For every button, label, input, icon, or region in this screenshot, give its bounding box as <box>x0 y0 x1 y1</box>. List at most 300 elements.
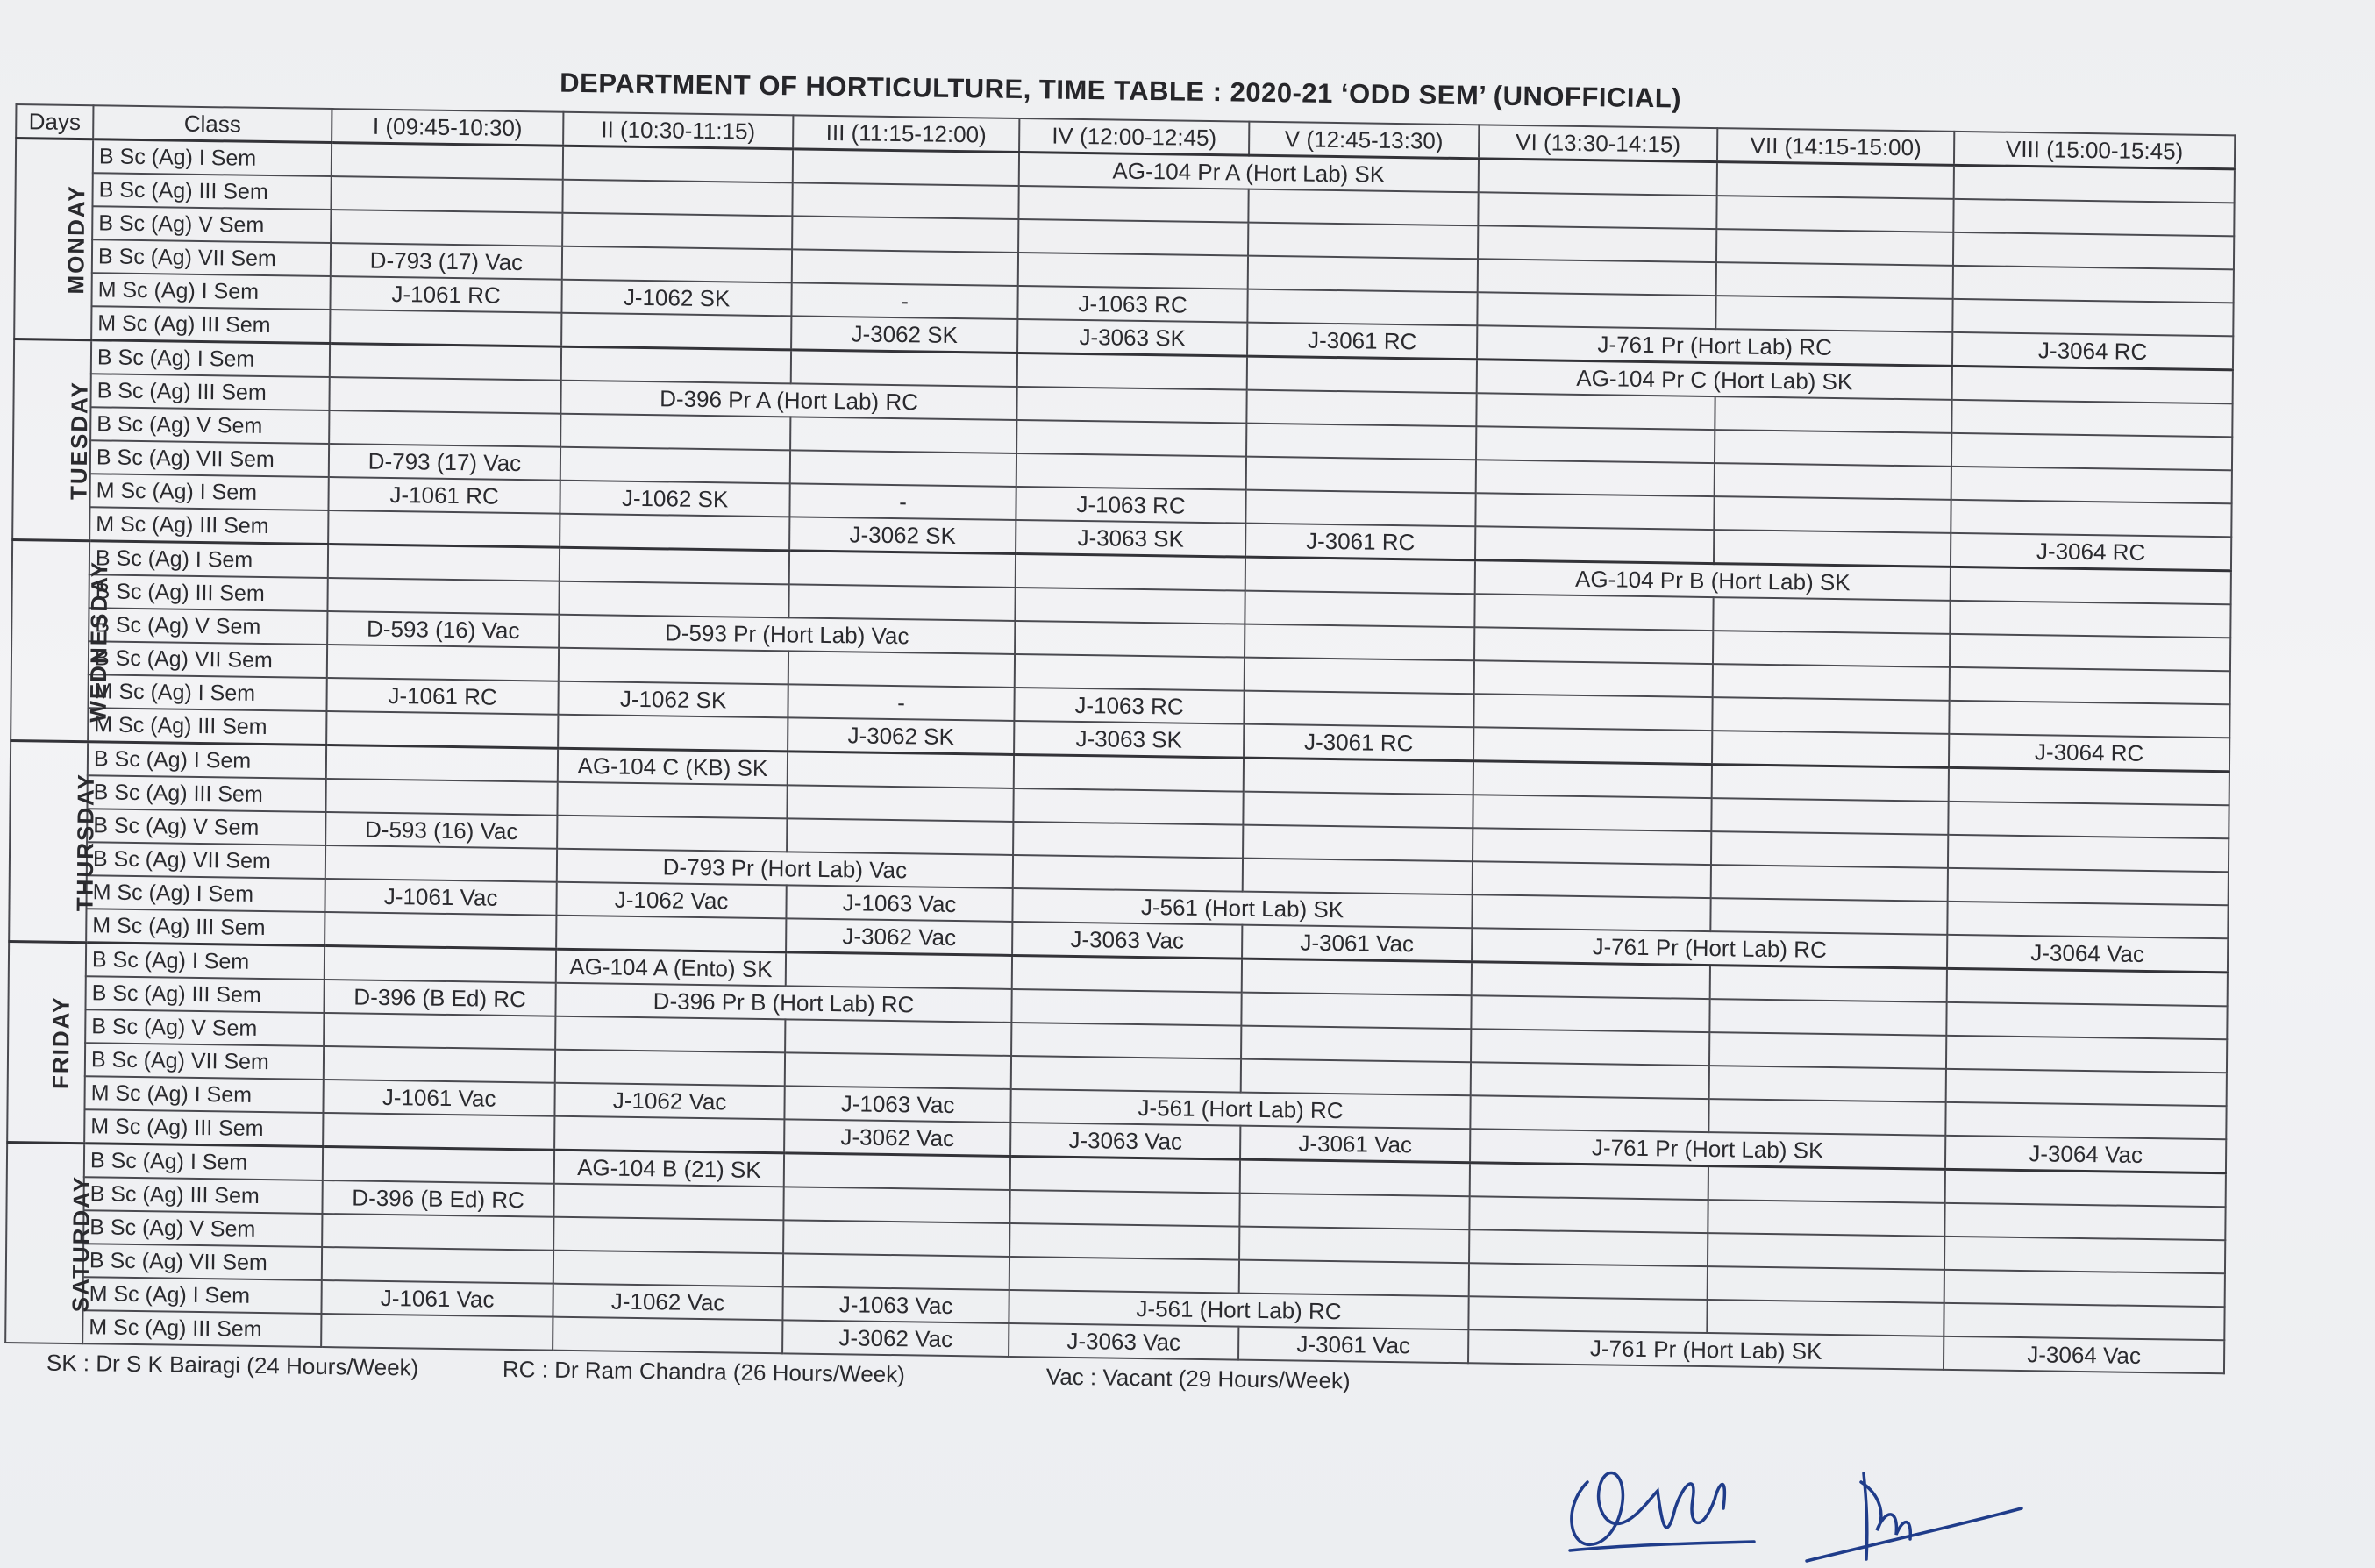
class-name: B Sc (Ag) III Sem <box>85 976 324 1013</box>
schedule-cell <box>1244 758 1473 795</box>
schedule-cell <box>1475 526 1714 563</box>
page-title: DEPARTMENT OF HORTICULTURE, TIME TABLE : 2020-21 ‘ODD SEM’ (UNOFFICIAL) <box>560 67 1682 114</box>
schedule-cell <box>1015 588 1245 624</box>
schedule-cell <box>793 149 1019 186</box>
schedule-cell <box>1945 1169 2226 1207</box>
schedule-cell: J-761 Pr (Hort Lab) SK <box>1468 1329 1944 1370</box>
schedule-cell <box>560 547 789 584</box>
class-name: B Sc (Ag) V Sem <box>92 206 331 243</box>
schedule-cell <box>1946 1069 2227 1106</box>
schedule-cell: J-1063 Vac <box>786 885 1012 922</box>
schedule-cell <box>1712 697 1949 734</box>
schedule-cell <box>1011 1056 1241 1093</box>
schedule-cell <box>1245 591 1474 628</box>
schedule-cell <box>1711 831 1948 868</box>
schedule-cell: D-793 (17) Vac <box>329 444 560 481</box>
schedule-cell <box>790 417 1016 453</box>
schedule-cell <box>1713 664 1950 701</box>
schedule-cell <box>560 414 790 451</box>
schedule-cell <box>1018 186 1248 223</box>
schedule-cell <box>1946 1002 2227 1039</box>
schedule-cell <box>1468 1296 1707 1333</box>
schedule-cell: J-1062 Vac <box>554 1083 784 1120</box>
schedule-cell <box>561 346 791 383</box>
schedule-cell <box>330 344 561 381</box>
class-name: M Sc (Ag) I Sem <box>89 474 328 510</box>
schedule-cell <box>555 1016 785 1053</box>
class-name: B Sc (Ag) VII Sem <box>90 440 329 477</box>
schedule-cell <box>1245 624 1474 661</box>
header-period-3: III (11:15-12:00) <box>793 115 1019 152</box>
schedule-cell: J-1062 SK <box>560 481 789 517</box>
schedule-cell <box>1714 530 1951 567</box>
class-name: M Sc (Ag) III Sem <box>82 1310 321 1347</box>
schedule-cell: J-3062 Vac <box>782 1320 1009 1357</box>
schedule-cell <box>1239 1194 1469 1230</box>
schedule-cell <box>783 1253 1009 1290</box>
schedule-cell <box>1473 761 1712 798</box>
class-name: B Sc (Ag) I Sem <box>93 139 332 176</box>
schedule-cell: AG-104 B (21) SK <box>554 1150 784 1187</box>
schedule-cell <box>557 816 787 852</box>
schedule-cell <box>1715 296 1952 332</box>
schedule-cell: J-3064 Vac <box>1947 935 2228 973</box>
schedule-cell <box>1243 792 1473 829</box>
schedule-cell <box>788 651 1015 688</box>
schedule-cell <box>330 310 561 346</box>
schedule-cell <box>1951 400 2232 437</box>
class-name: M Sc (Ag) I Sem <box>86 875 325 912</box>
schedule-cell <box>553 1317 782 1354</box>
schedule-cell: D-593 (16) Vac <box>327 611 559 648</box>
schedule-cell <box>789 551 1016 588</box>
class-name: B Sc (Ag) III Sem <box>87 775 325 812</box>
class-name: B Sc (Ag) VII Sem <box>89 641 327 678</box>
schedule-cell <box>1475 493 1714 530</box>
class-name: M Sc (Ag) I Sem <box>82 1277 321 1314</box>
schedule-cell <box>1709 999 1946 1036</box>
schedule-cell <box>1947 902 2228 938</box>
class-name: B Sc (Ag) VII Sem <box>87 842 325 879</box>
header-period-2: II (10:30-11:15) <box>563 112 793 149</box>
schedule-cell <box>1247 289 1477 326</box>
schedule-cell <box>327 645 559 681</box>
schedule-cell <box>1952 299 2233 336</box>
schedule-cell <box>1951 433 2232 470</box>
schedule-cell <box>1944 1270 2225 1307</box>
schedule-cell <box>1715 463 1951 500</box>
schedule-cell <box>1245 658 1474 695</box>
class-name: B Sc (Ag) I Sem <box>88 742 326 779</box>
day-name: FRIDAY <box>46 995 75 1090</box>
schedule-cell <box>1472 962 1710 999</box>
schedule-cell: J-561 (Hort Lab) RC <box>1009 1290 1468 1329</box>
schedule-cell <box>1708 1099 1945 1136</box>
schedule-cell <box>1953 199 2234 236</box>
schedule-cell: J-761 Pr (Hort Lab) RC <box>1472 928 1947 968</box>
schedule-cell: J-3063 SK <box>1016 520 1245 557</box>
schedule-cell: J-3064 Vac <box>1944 1336 2224 1373</box>
schedule-cell <box>791 350 1017 387</box>
schedule-cell <box>322 1214 553 1251</box>
schedule-cell: J-3064 Vac <box>1945 1136 2226 1173</box>
schedule-cell <box>1715 396 1951 433</box>
schedule-cell <box>1242 959 1472 995</box>
schedule-cell <box>1949 701 2229 738</box>
day-name: MONDAY <box>62 184 90 295</box>
schedule-cell <box>1953 232 2234 269</box>
schedule-cell: - <box>788 684 1014 721</box>
schedule-cell: J-1063 Vac <box>782 1286 1009 1323</box>
day-label-saturday <box>5 1142 95 1343</box>
schedule-cell <box>1009 1223 1239 1260</box>
schedule-cell <box>553 1251 783 1287</box>
class-name: M Sc (Ag) III Sem <box>86 909 325 945</box>
schedule-cell <box>325 946 556 983</box>
schedule-cell <box>1009 1190 1239 1227</box>
schedule-cell: J-3062 Vac <box>784 1119 1010 1156</box>
header-period-1: I (09:45-10:30) <box>332 109 563 146</box>
schedule-cell <box>322 1247 553 1284</box>
schedule-cell <box>327 578 559 615</box>
schedule-cell <box>1954 165 2235 203</box>
schedule-cell <box>787 785 1013 822</box>
class-name: M Sc (Ag) I Sem <box>84 1076 323 1113</box>
schedule-cell <box>329 410 560 447</box>
schedule-cell: D-396 (B Ed) RC <box>322 1180 553 1217</box>
schedule-cell <box>1944 1203 2225 1240</box>
schedule-cell <box>326 745 558 782</box>
schedule-cell <box>1708 1233 1944 1270</box>
class-name: M Sc (Ag) III Sem <box>89 507 328 544</box>
schedule-cell <box>1715 430 1951 467</box>
schedule-cell <box>1017 353 1247 389</box>
schedule-cell <box>1948 835 2229 872</box>
schedule-cell: J-3064 RC <box>1949 734 2229 772</box>
schedule-cell <box>1018 219 1248 256</box>
schedule-cell <box>1478 192 1716 229</box>
schedule-cell: J-3061 Vac <box>1238 1327 1468 1364</box>
schedule-cell <box>1239 1227 1469 1264</box>
schedule-cell <box>331 210 562 246</box>
schedule-cell <box>1478 259 1716 296</box>
class-name: B Sc (Ag) V Sem <box>90 407 329 444</box>
schedule-cell <box>1016 553 1245 590</box>
schedule-cell: AG-104 Pr A (Hort Lab) SK <box>1019 152 1479 192</box>
header-period-6: VI (13:30-14:15) <box>1479 125 1717 161</box>
schedule-cell: J-3061 Vac <box>1240 1126 1470 1163</box>
schedule-cell <box>1950 601 2230 638</box>
timetable-body <box>5 139 2235 1374</box>
class-name: B Sc (Ag) V Sem <box>87 809 325 845</box>
schedule-cell <box>1240 1159 1470 1196</box>
schedule-cell <box>1248 256 1478 293</box>
schedule-cell <box>1948 802 2229 838</box>
schedule-cell <box>1716 229 1953 266</box>
schedule-cell: AG-104 Pr B (Hort Lab) SK <box>1475 560 1951 601</box>
schedule-cell <box>325 845 557 882</box>
schedule-cell: J-3061 RC <box>1245 524 1475 560</box>
schedule-cell <box>1708 1166 1945 1203</box>
schedule-cell <box>1708 1266 1944 1303</box>
class-name: B Sc (Ag) III Sem <box>90 374 329 410</box>
schedule-cell <box>1952 366 2233 403</box>
schedule-cell <box>324 1046 555 1083</box>
schedule-cell <box>324 1013 555 1050</box>
schedule-cell <box>1015 654 1245 691</box>
schedule-cell <box>1241 993 1471 1030</box>
schedule-cell <box>1474 660 1713 697</box>
class-name: B Sc (Ag) VII Sem <box>83 1244 322 1280</box>
schedule-cell <box>323 1113 554 1150</box>
schedule-cell: J-1062 Vac <box>553 1284 782 1321</box>
schedule-cell <box>786 952 1012 989</box>
schedule-cell <box>1711 798 1948 835</box>
schedule-cell <box>1716 196 1953 232</box>
schedule-cell <box>1945 1102 2226 1139</box>
schedule-cell: J-1061 Vac <box>323 1080 554 1116</box>
schedule-cell <box>1710 898 1947 935</box>
legend-vac: Vac : Vacant (29 Hours/Week) <box>1045 1363 1351 1394</box>
schedule-cell <box>562 246 792 283</box>
class-name: B Sc (Ag) VII Sem <box>92 239 331 276</box>
schedule-cell <box>555 1050 785 1087</box>
timetable <box>4 103 2236 1374</box>
schedule-cell <box>326 711 558 748</box>
schedule-cell <box>787 818 1013 855</box>
schedule-cell: J-1061 Vac <box>321 1280 553 1317</box>
schedule-cell <box>1015 621 1245 658</box>
day-label-friday <box>7 941 86 1143</box>
legend-sk: SK : Dr S K Bairagi (24 Hours/Week) <box>46 1349 419 1381</box>
schedule-cell: D-793 Pr (Hort Lab) Vac <box>557 849 1013 888</box>
class-name: B Sc (Ag) I Sem <box>91 340 330 377</box>
schedule-cell <box>1243 825 1473 862</box>
schedule-cell <box>1472 894 1710 931</box>
class-name: B Sc (Ag) VII Sem <box>85 1043 324 1080</box>
schedule-cell <box>783 1220 1009 1257</box>
schedule-cell <box>328 510 560 547</box>
schedule-cell <box>1710 966 1947 1002</box>
schedule-cell <box>321 1314 553 1351</box>
class-name: M Sc (Ag) I Sem <box>91 273 330 310</box>
class-name: B Sc (Ag) III Sem <box>92 173 331 210</box>
schedule-cell <box>1473 795 1711 831</box>
class-name: B Sc (Ag) I Sem <box>84 1144 323 1180</box>
schedule-cell <box>1948 868 2229 905</box>
schedule-cell: J-3062 SK <box>791 316 1017 353</box>
schedule-cell: J-3064 RC <box>1951 533 2231 571</box>
schedule-cell <box>562 213 792 250</box>
schedule-cell: D-396 Pr B (Hort Lab) RC <box>555 983 1011 1023</box>
schedule-cell <box>1243 859 1473 895</box>
schedule-cell: J-1062 SK <box>561 280 791 317</box>
schedule-cell <box>1950 667 2230 704</box>
schedule-cell: - <box>789 483 1016 520</box>
schedule-cell <box>1950 634 2230 671</box>
day-label-monday <box>14 139 93 340</box>
schedule-cell <box>1953 266 2234 303</box>
day-label-wednesday <box>11 539 113 741</box>
schedule-cell: J-1061 Vac <box>325 879 556 916</box>
schedule-cell: J-1062 Vac <box>556 882 786 919</box>
schedule-cell <box>1246 390 1476 427</box>
schedule-cell <box>325 912 556 949</box>
schedule-cell <box>1009 1257 1239 1294</box>
schedule-cell <box>1716 262 1953 299</box>
schedule-cell: J-3062 Vac <box>786 918 1012 955</box>
schedule-cell <box>792 216 1018 253</box>
class-name: B Sc (Ag) I Sem <box>89 541 328 578</box>
schedule-cell <box>1470 1095 1708 1132</box>
schedule-cell <box>331 176 562 213</box>
schedule-cell: D-593 (16) Vac <box>325 812 557 849</box>
schedule-cell <box>1476 460 1715 496</box>
schedule-cell <box>1013 822 1243 859</box>
class-name: M Sc (Ag) III Sem <box>84 1109 323 1146</box>
legend-rc: RC : Dr Ram Chandra (26 Hours/Week) <box>502 1355 906 1388</box>
schedule-cell: D-396 (B Ed) RC <box>324 980 555 1016</box>
schedule-cell: J-561 (Hort Lab) SK <box>1012 888 1472 928</box>
schedule-cell <box>1469 1196 1708 1233</box>
schedule-cell <box>784 1153 1010 1190</box>
schedule-cell <box>1011 1023 1241 1059</box>
schedule-cell: J-1063 RC <box>1016 487 1245 524</box>
schedule-cell <box>1946 1036 2227 1073</box>
schedule-cell <box>1474 594 1713 631</box>
schedule-cell <box>325 779 557 816</box>
schedule-cell <box>1709 1032 1946 1069</box>
day-label-thursday <box>9 740 99 942</box>
schedule-cell: - <box>791 282 1017 319</box>
schedule-cell <box>1471 1029 1709 1066</box>
schedule-cell: J-3061 Vac <box>1242 925 1472 962</box>
schedule-cell <box>1245 557 1475 594</box>
schedule-cell <box>553 1217 783 1254</box>
schedule-cell <box>560 447 790 484</box>
class-name: M Sc (Ag) I Sem <box>88 674 326 711</box>
schedule-cell <box>1248 189 1478 226</box>
day-name: THURSDAY <box>71 772 99 912</box>
schedule-cell <box>1471 1062 1709 1099</box>
schedule-cell <box>1951 567 2231 604</box>
schedule-cell <box>1248 223 1478 260</box>
schedule-cell <box>1473 727 1712 764</box>
schedule-cell <box>323 1146 554 1183</box>
class-name: B Sc (Ag) V Sem <box>89 608 327 645</box>
schedule-cell <box>562 180 792 217</box>
schedule-cell <box>560 514 789 551</box>
schedule-cell: J-3063 Vac <box>1009 1323 1238 1360</box>
schedule-cell <box>1470 1163 1708 1200</box>
schedule-cell <box>556 916 786 952</box>
schedule-cell <box>1951 467 2232 503</box>
class-name: B Sc (Ag) I Sem <box>86 943 325 980</box>
schedule-cell <box>1018 253 1248 289</box>
timetable-sheet <box>4 53 2252 1408</box>
schedule-cell: J-1063 RC <box>1017 286 1247 323</box>
schedule-cell: J-3061 RC <box>1244 724 1473 761</box>
schedule-cell <box>561 313 791 350</box>
schedule-cell <box>1469 1229 1708 1266</box>
schedule-cell <box>1011 989 1241 1026</box>
schedule-cell <box>1713 631 1950 667</box>
schedule-cell <box>553 1184 783 1221</box>
schedule-cell <box>1245 490 1475 527</box>
schedule-cell: J-1061 RC <box>328 477 560 514</box>
schedule-cell <box>1478 225 1716 262</box>
schedule-cell <box>1473 861 1711 898</box>
day-name: WEDNESDAY <box>84 559 113 723</box>
schedule-cell <box>1012 955 1242 992</box>
schedule-cell <box>1474 627 1713 664</box>
day-name: SATURDAY <box>67 1174 95 1313</box>
schedule-cell <box>563 146 793 182</box>
class-name: B Sc (Ag) III Sem <box>89 574 327 611</box>
schedule-cell: J-761 Pr (Hort Lab) SK <box>1470 1129 1945 1169</box>
schedule-cell <box>1477 292 1715 329</box>
schedule-cell <box>1479 159 1717 196</box>
schedule-cell <box>1714 496 1951 533</box>
class-name: B Sc (Ag) V Sem <box>85 1009 324 1046</box>
schedule-cell: D-793 (17) Vac <box>331 243 562 280</box>
schedule-cell <box>1707 1300 1944 1336</box>
schedule-cell: J-3062 SK <box>789 517 1016 553</box>
schedule-cell <box>1473 694 1712 731</box>
schedule-cell: J-1063 RC <box>1014 688 1244 724</box>
header-period-8: VIII (15:00-15:45) <box>1954 132 2235 169</box>
header-period-5: V (12:45-13:30) <box>1249 122 1479 159</box>
schedule-cell <box>785 1019 1011 1056</box>
header-class: Class <box>93 105 332 142</box>
schedule-cell <box>790 450 1016 487</box>
schedule-cell <box>1469 1263 1708 1300</box>
schedule-cell <box>788 752 1014 788</box>
schedule-cell <box>1712 765 1949 802</box>
schedule-cell <box>1247 356 1477 393</box>
schedule-cell <box>783 1187 1009 1223</box>
schedule-cell <box>1944 1303 2224 1340</box>
schedule-cell <box>1246 457 1476 494</box>
schedule-cell: J-3063 Vac <box>1012 922 1242 959</box>
schedule-cell <box>1471 995 1709 1032</box>
signature-1 <box>1552 1447 1754 1561</box>
schedule-cell: J-561 (Hort Lab) RC <box>1010 1089 1470 1129</box>
class-name: B Sc (Ag) V Sem <box>83 1210 322 1247</box>
schedule-cell <box>788 584 1015 621</box>
schedule-cell <box>1476 393 1715 430</box>
schedule-cell <box>558 715 788 752</box>
class-name: M Sc (Ag) III Sem <box>91 306 330 343</box>
schedule-cell: D-593 Pr (Hort Lab) Vac <box>559 615 1015 654</box>
schedule-cell <box>329 377 560 414</box>
schedule-cell: AG-104 C (KB) SK <box>558 748 788 785</box>
signature-2 <box>1798 1456 2026 1568</box>
schedule-cell: D-396 Pr A (Hort Lab) RC <box>560 381 1016 420</box>
schedule-cell <box>1239 1260 1469 1297</box>
schedule-cell: J-1063 Vac <box>784 1086 1010 1123</box>
class-name: M Sc (Ag) III Sem <box>88 708 326 745</box>
schedule-cell <box>1241 1026 1471 1063</box>
schedule-cell: J-3061 RC <box>1247 323 1477 360</box>
schedule-cell <box>792 182 1018 219</box>
schedule-cell <box>1713 597 1950 634</box>
header-period-4: IV (12:00-12:45) <box>1019 118 1249 155</box>
day-name: TUESDAY <box>65 380 93 501</box>
class-name: B Sc (Ag) III Sem <box>83 1177 322 1214</box>
schedule-cell <box>1947 968 2228 1006</box>
schedule-cell: AG-104 Pr C (Hort Lab) SK <box>1477 360 1952 400</box>
